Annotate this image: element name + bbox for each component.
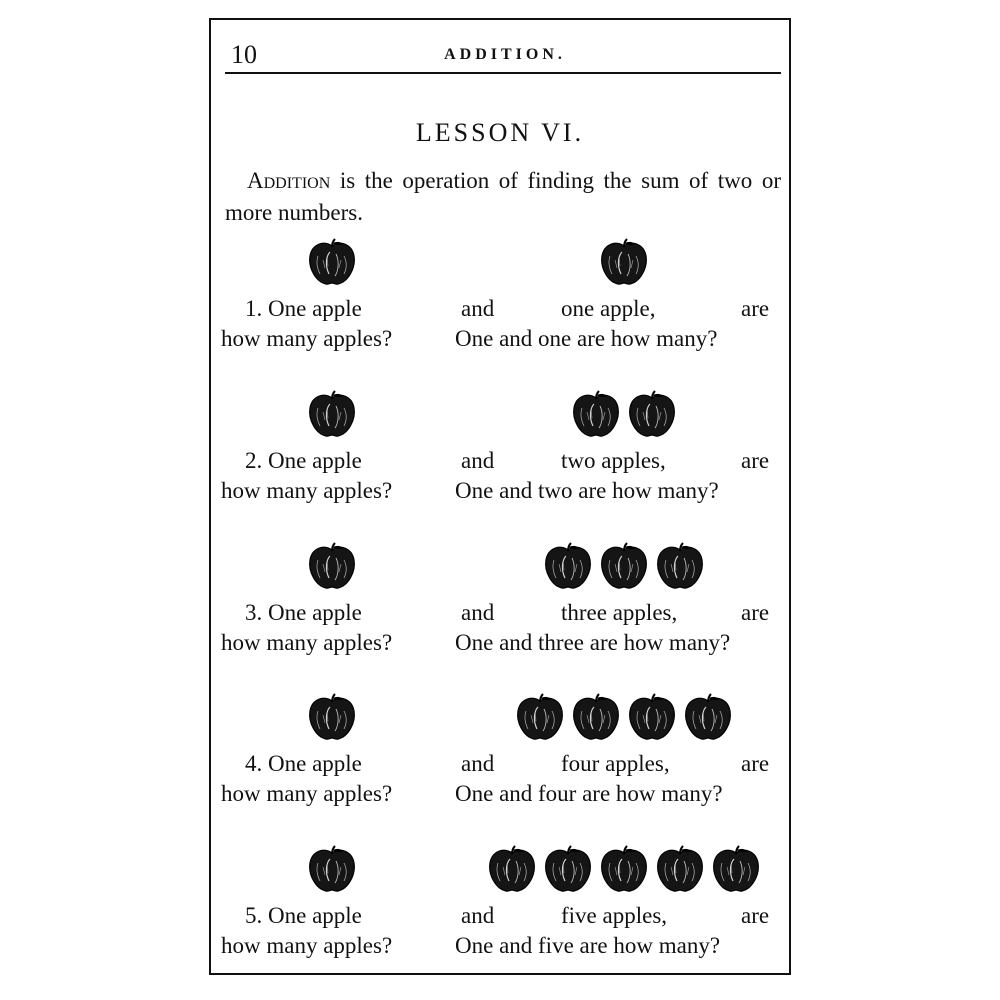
exercise-and: and [461,751,495,776]
exercise-question-left: how many apples? [221,630,393,655]
apple-group-illustration [542,542,706,590]
definition-term: Addition [247,168,331,193]
exercise-second-quantity: two apples, [561,448,666,473]
lesson-title: LESSON VI. [415,118,585,147]
exercise-item [211,693,789,833]
header-rule [225,72,781,74]
exercise-prompt [245,448,362,474]
exercise-question-right: One and one are how many? [455,326,718,351]
single-apple-illustration [306,542,358,590]
apple-icon [626,693,678,741]
apple-icon [514,693,566,741]
single-apple-illustration [306,845,358,893]
exercise-item [211,238,789,378]
exercise-first-quantity: One apple [268,448,362,473]
apple-icon [682,693,734,741]
single-apple-illustration [306,390,358,438]
exercise-question-left: how many apples? [221,933,393,958]
exercise-question-right: One and two are how many? [455,478,719,503]
exercise-question-right: One and three are how many? [455,630,731,655]
exercise-number: 1. [245,296,263,321]
exercise-number: 2. [245,448,263,473]
exercise-and: and [461,903,495,928]
exercise-second-quantity: five apples, [561,903,668,928]
exercise-item [211,390,789,530]
apple-group-illustration [570,390,678,438]
page-number: 10 [231,40,257,69]
exercise-first-quantity: One apple [268,600,362,625]
exercise-are: are [741,751,770,776]
exercise-and: and [461,448,495,473]
apple-icon [306,238,358,286]
exercise-number: 5. [245,903,263,928]
exercise-are: are [741,448,770,473]
apple-icon [710,845,762,893]
exercise-prompt [245,751,362,777]
exercise-question-left: how many apples? [221,326,393,351]
apple-icon [542,542,594,590]
exercise-item [211,542,789,682]
apple-icon [570,693,622,741]
apple-icon [570,390,622,438]
book-page [209,18,791,975]
exercise-question-right: One and five are how many? [455,933,721,958]
apple-icon [654,845,706,893]
exercise-question-left: how many apples? [221,478,393,503]
exercise-prompt [245,600,362,626]
apple-group-illustration [598,238,650,286]
exercise-second-quantity: three apples, [561,600,678,625]
apple-icon [654,542,706,590]
exercise-second-quantity: one apple, [561,296,656,321]
apple-icon [626,390,678,438]
apple-icon [598,542,650,590]
exercise-question-left: how many apples? [221,781,393,806]
exercise-and: and [461,600,495,625]
exercise-are: are [741,903,770,928]
apple-icon [306,390,358,438]
exercise-prompt [245,903,362,929]
exercise-are: are [741,600,770,625]
apple-group-illustration [514,693,734,741]
exercise-first-quantity: One apple [268,296,362,321]
apple-icon [542,845,594,893]
definition-text: is the operation of finding the sum of two or more numbers. [225,168,781,225]
running-head [231,34,779,74]
exercise-first-quantity: One apple [268,751,362,776]
exercise-question-right: One and four are how many? [455,781,723,806]
apple-icon [306,693,358,741]
apple-icon [306,542,358,590]
apple-icon [598,845,650,893]
apple-group-illustration [486,845,762,893]
exercise-are: are [741,296,770,321]
exercise-and: and [461,296,495,321]
exercise-number: 4. [245,751,263,776]
running-title: ADDITION. [444,46,566,63]
exercise-item [211,845,789,985]
single-apple-illustration [306,693,358,741]
exercise-prompt [245,296,362,322]
apple-icon [306,845,358,893]
exercise-number: 3. [245,600,263,625]
single-apple-illustration [306,238,358,286]
definition-paragraph [225,165,781,229]
exercise-second-quantity: four apples, [561,751,670,776]
apple-icon [598,238,650,286]
exercise-first-quantity: One apple [268,903,362,928]
apple-icon [486,845,538,893]
